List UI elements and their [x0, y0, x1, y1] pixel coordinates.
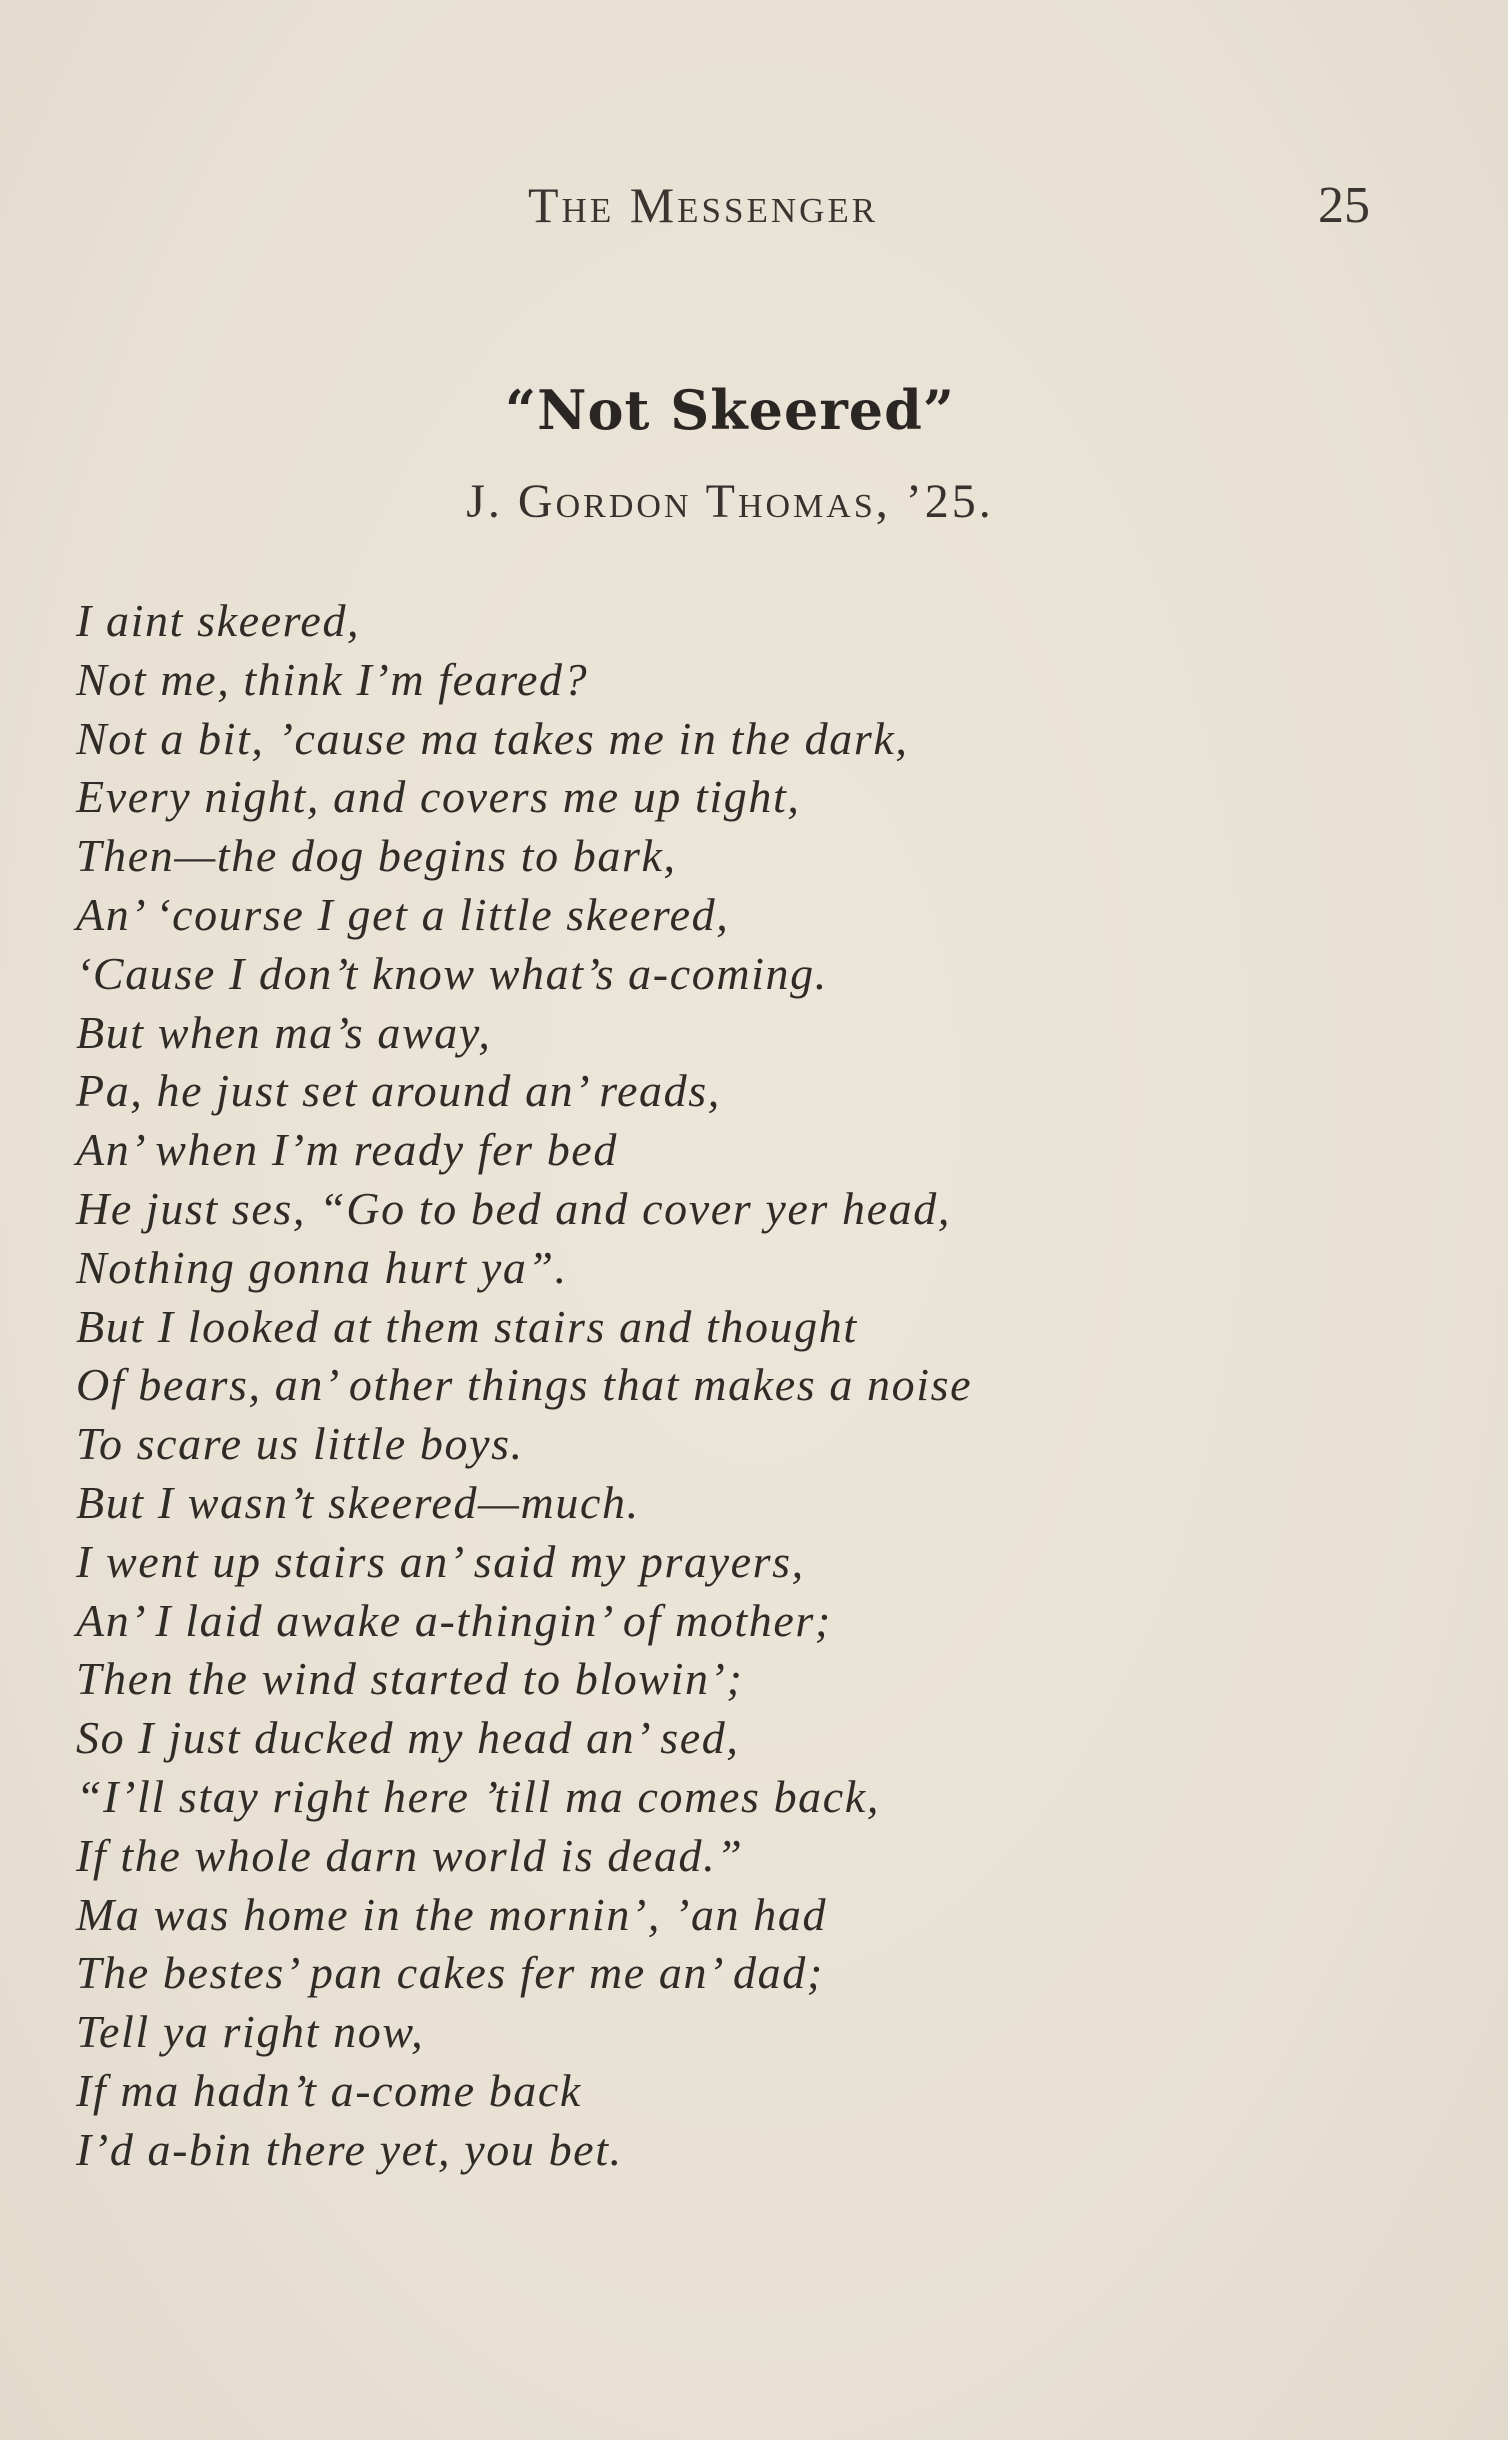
poem-line: Nothing gonna hurt ya”.	[76, 1241, 568, 1293]
poem-line: If ma hadn’t a-come back	[76, 2064, 582, 2116]
poem-line: Of bears, an’ other things that makes a noise	[76, 1359, 973, 1411]
poem-line: Pa, he just set around an’ reads,	[76, 1065, 721, 1117]
poem-line: I went up stairs an’ said my prayers,	[76, 1535, 805, 1587]
poem-line: But I looked at them stairs and thought	[76, 1300, 858, 1352]
poem-line: To scare us little boys.	[76, 1418, 524, 1470]
poem-line: If the whole darn world is dead.”	[76, 1829, 744, 1881]
poem-line: But I wasn’t skeered—much.	[76, 1476, 640, 1528]
running-head	[0, 176, 1508, 246]
poem-title: “Not Skeered”	[505, 378, 955, 442]
poem-line: Not me, think I’m feared?	[76, 653, 589, 705]
poem-line: Every night, and covers me up tight,	[76, 771, 801, 823]
poem-line: I aint skeered,	[76, 595, 361, 646]
poem-line: But when ma’s away,	[76, 1006, 492, 1058]
poem-line: ‘Cause I don’t know what’s a-coming.	[76, 947, 828, 999]
poem-line: He just ses, “Go to bed and cover yer head,	[76, 1182, 951, 1234]
poem-line: An’ I laid awake a-thingin’ of mother;	[76, 1594, 832, 1646]
poem-line: Then—the dog begins to bark,	[76, 830, 677, 882]
page-number: 25	[1318, 177, 1370, 234]
poem-line: I’d a-bin there yet, you bet.	[76, 2123, 623, 2175]
poem-line: Tell ya right now,	[76, 2006, 425, 2058]
poem-line: The bestes’ pan cakes fer me an’ dad;	[76, 1947, 824, 1999]
poem-line: Then the wind started to blowin’;	[76, 1653, 744, 1705]
poem-line: So I just ducked my head an’ sed,	[76, 1712, 740, 1764]
journal-title: The Messenger	[528, 177, 879, 233]
poem-line: An’ ‘course I get a little skeered,	[76, 888, 730, 940]
poem-line: Ma was home in the mornin’, ’an had	[76, 1888, 828, 1940]
poem-body	[76, 592, 1326, 2180]
poem-line: Not a bit, ’cause ma takes me in the dark,	[76, 712, 909, 764]
poem-author: J. Gordon Thomas, ’25.	[466, 475, 994, 528]
poem-line: “I’ll stay right here ’till ma comes back,	[76, 1770, 880, 1822]
poem-line: An’ when I’m ready fer bed	[76, 1124, 618, 1176]
